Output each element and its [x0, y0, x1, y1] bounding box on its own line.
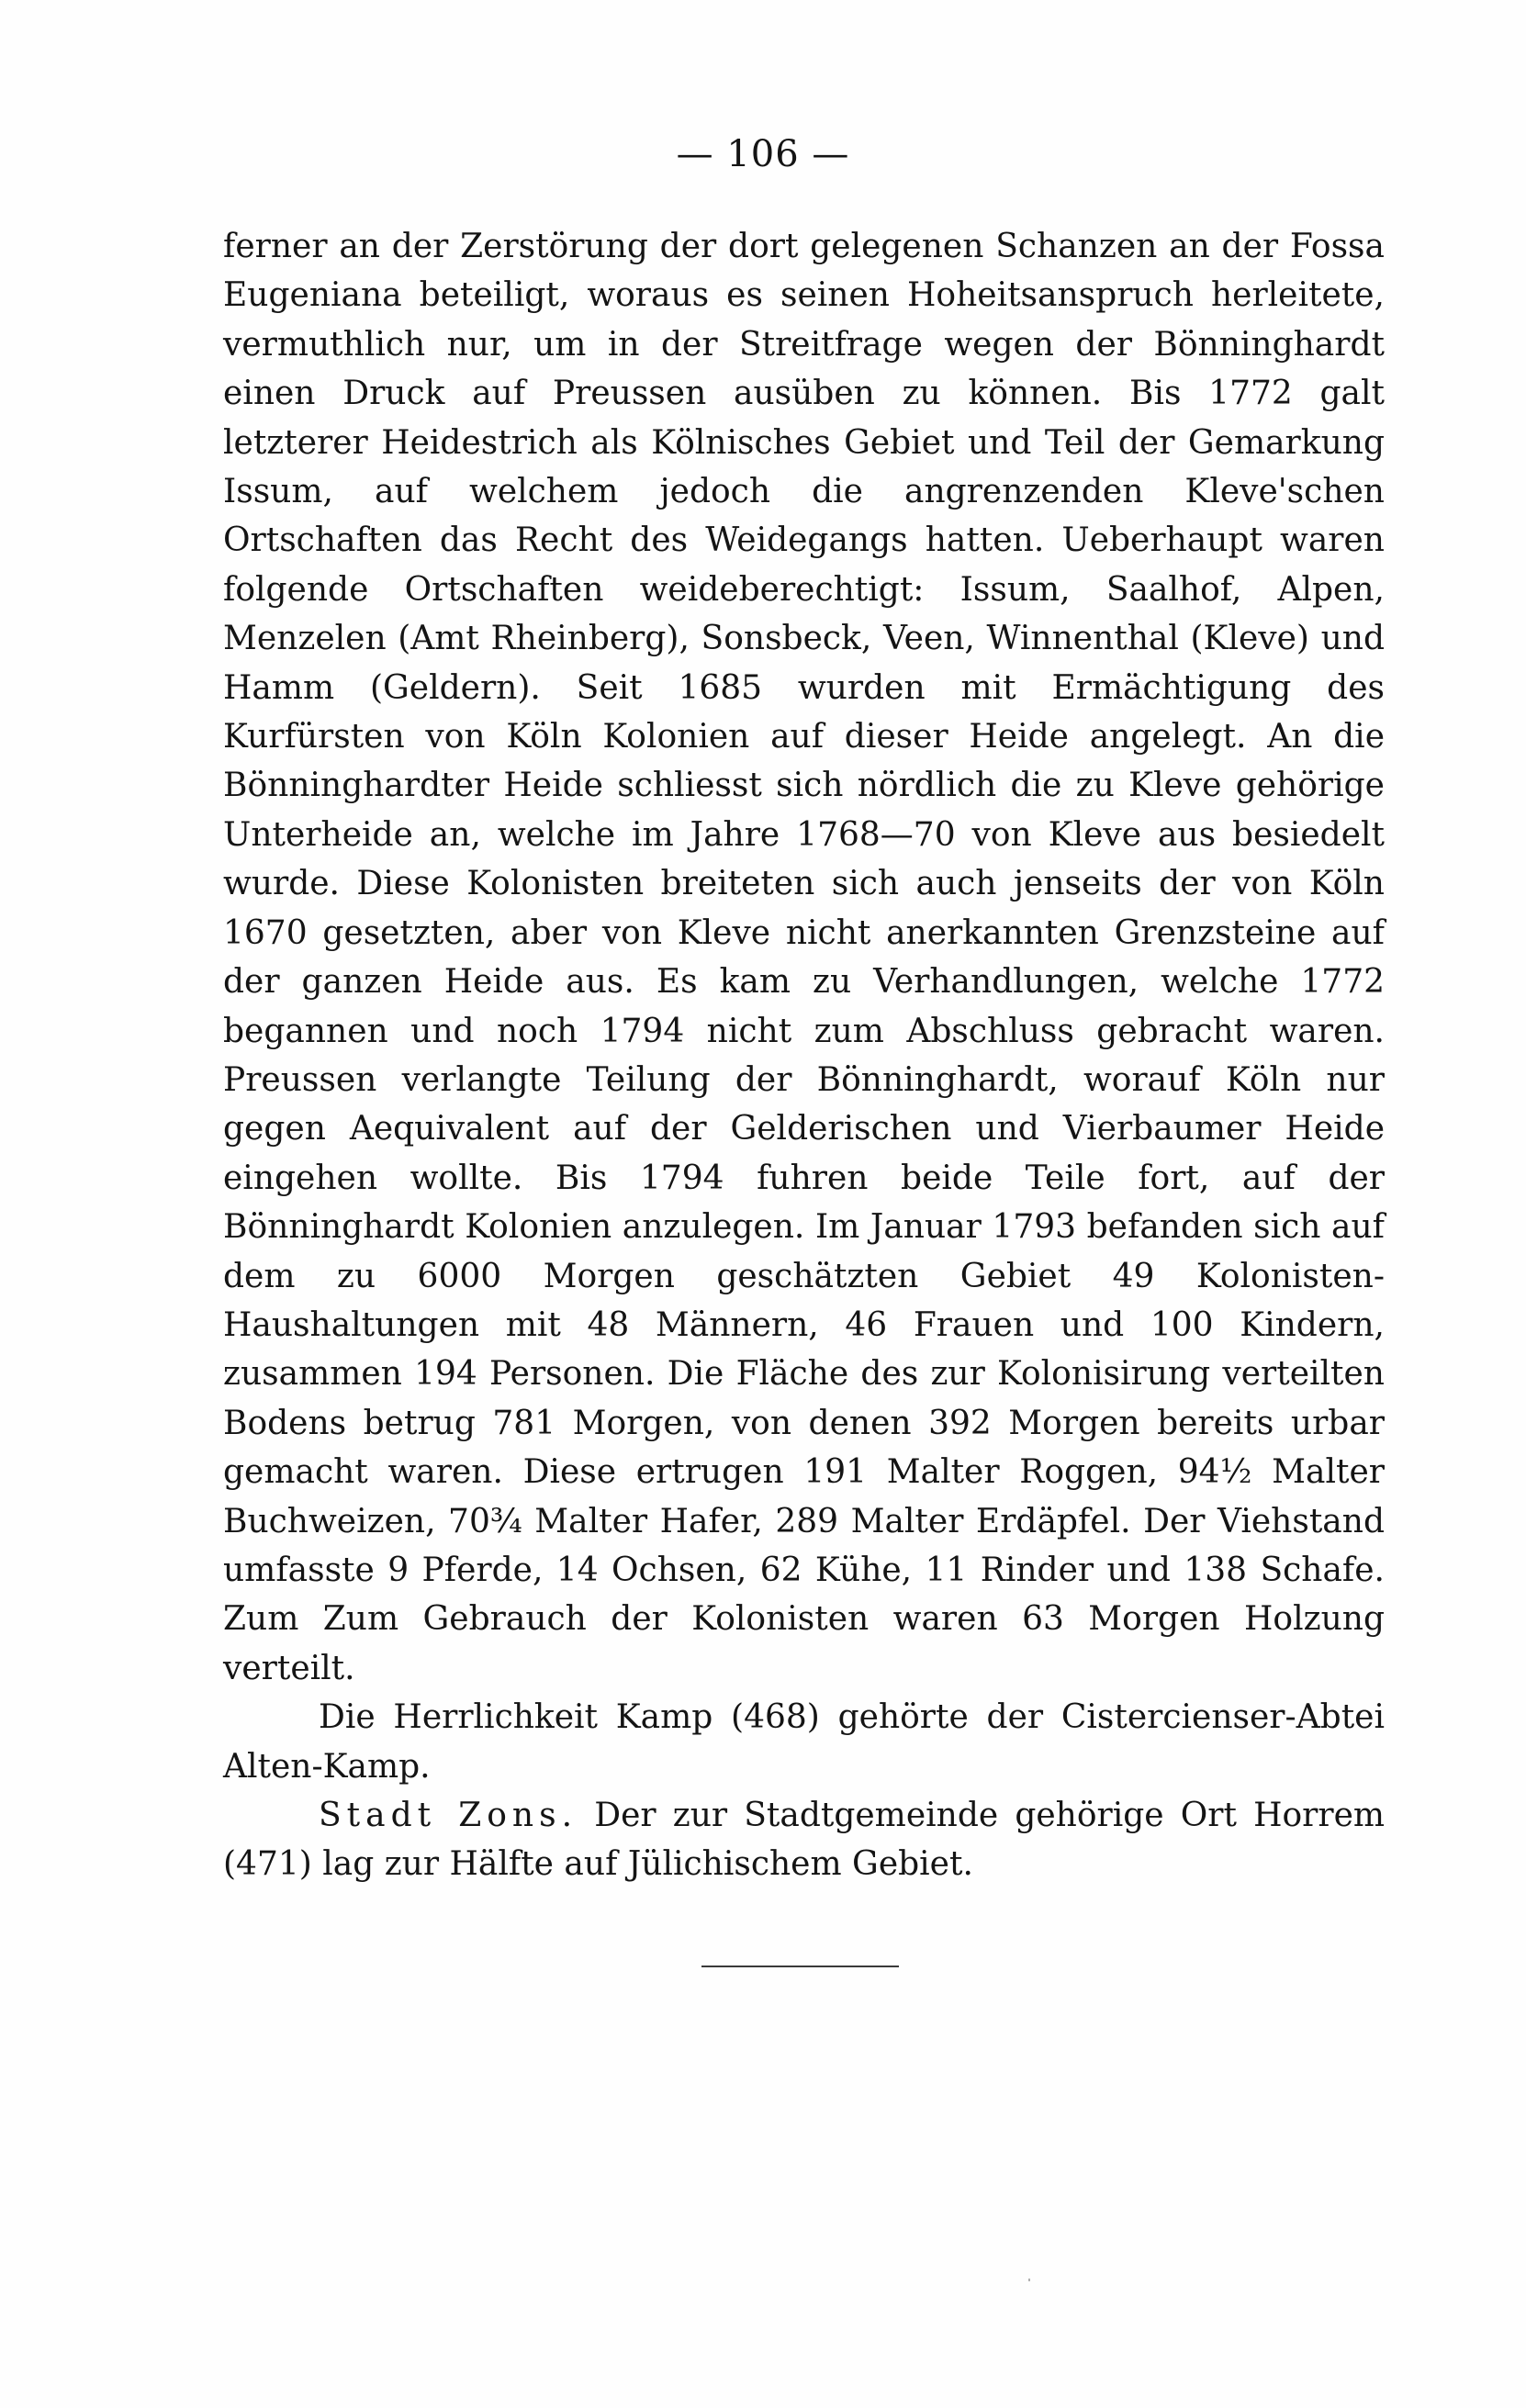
body-text	[223, 222, 1385, 1889]
page-number: — 106 —	[676, 133, 850, 175]
paragraph-boenninghardt: ferner an der Zerstörung der dort gelegenen Schanzen an der Fossa Eugeniana beteiligt, woraus es seinen Hoheitsanspruch herleitete, vermuthlich nur, um in der Streitfrage wegen der Bönninghardt einen Druck auf Preussen ausüben zu können. Bis 1772 galt letzterer Heidestrich als Kölnisches Gebiet und Teil der Gemarkung Issum, auf welchem jedoch die angrenzenden Kleve'schen Ortschaften das Recht des Weidegangs hatten. Ueberhaupt waren folgende Ortschaften weideberechtigt: Issum, Saalhof, Alpen, Menzelen (Amt Rheinberg), Sonsbeck, Veen, Winnenthal (Kleve) und Hamm (Geldern). Seit 1685 wurden mit Ermächtigung des Kurfürsten von Köln Kolonien auf dieser Heide angelegt. An die Bönninghardter Heide schliesst sich nördlich die zu Kleve gehörige Unterheide an, welche im Jahre 1768—70 von Kleve aus besiedelt wurde. Diese Kolonisten breiteten sich auch jenseits der von Köln 1670 gesetzten, aber von Kleve nicht anerkannten Grenzsteine auf der ganzen Heide aus. Es kam zu Verhandlungen, welche 1772 begannen und noch 1794 nicht zum Abschluss gebracht waren. Preussen verlangte Teilung der Bönninghardt, worauf Köln nur gegen Aequivalent auf der Gelderischen und Vierbaumer Heide eingehen wollte. Bis 1794 fuhren beide Teile fort, auf der Bönninghardt Kolonien anzulegen. Im Januar 1793 befanden sich auf dem zu 6000 Morgen geschätzten Gebiet 49 Kolonisten-Haushaltungen mit 48 Männern, 46 Frauen und 100 Kindern, zusammen 194 Personen. Die Fläche des zur Kolonisirung verteilten Bodens betrug 781 Morgen, von denen 392 Morgen bereits urbar gemacht waren. Diese ertrugen 191 Malter Roggen, 94½ Malter Buchweizen, 70¾ Malter Hafer, 289 Malter Erdäpfel. Der Viehstand umfasste 9 Pferde, 14 Ochsen, 62 Kühe, 11 Rinder und 138 Schafe. Zum Zum Gebrauch der Kolonisten waren 63 Morgen Holzung verteilt.	[223, 228, 1385, 1687]
section-end-rule	[701, 1966, 899, 1967]
paper-speck	[1028, 2279, 1030, 2281]
section-heading-stadt-zons: Stadt Zons.	[319, 1797, 578, 1834]
paragraph-herrlichkeit-kamp: Die Herrlichkeit Kamp (468) gehörte der Cistercienser-Abtei Alten-Kamp.	[223, 1698, 1385, 1786]
paragraph-stadt-zons-text: Der zur Stadtgemeinde gehörige Ort Horrem (471) lag zur Hälfte auf Jülichischem Gebiet.	[223, 1797, 1386, 1884]
paragraph-stadt-zons	[223, 1791, 1385, 1889]
